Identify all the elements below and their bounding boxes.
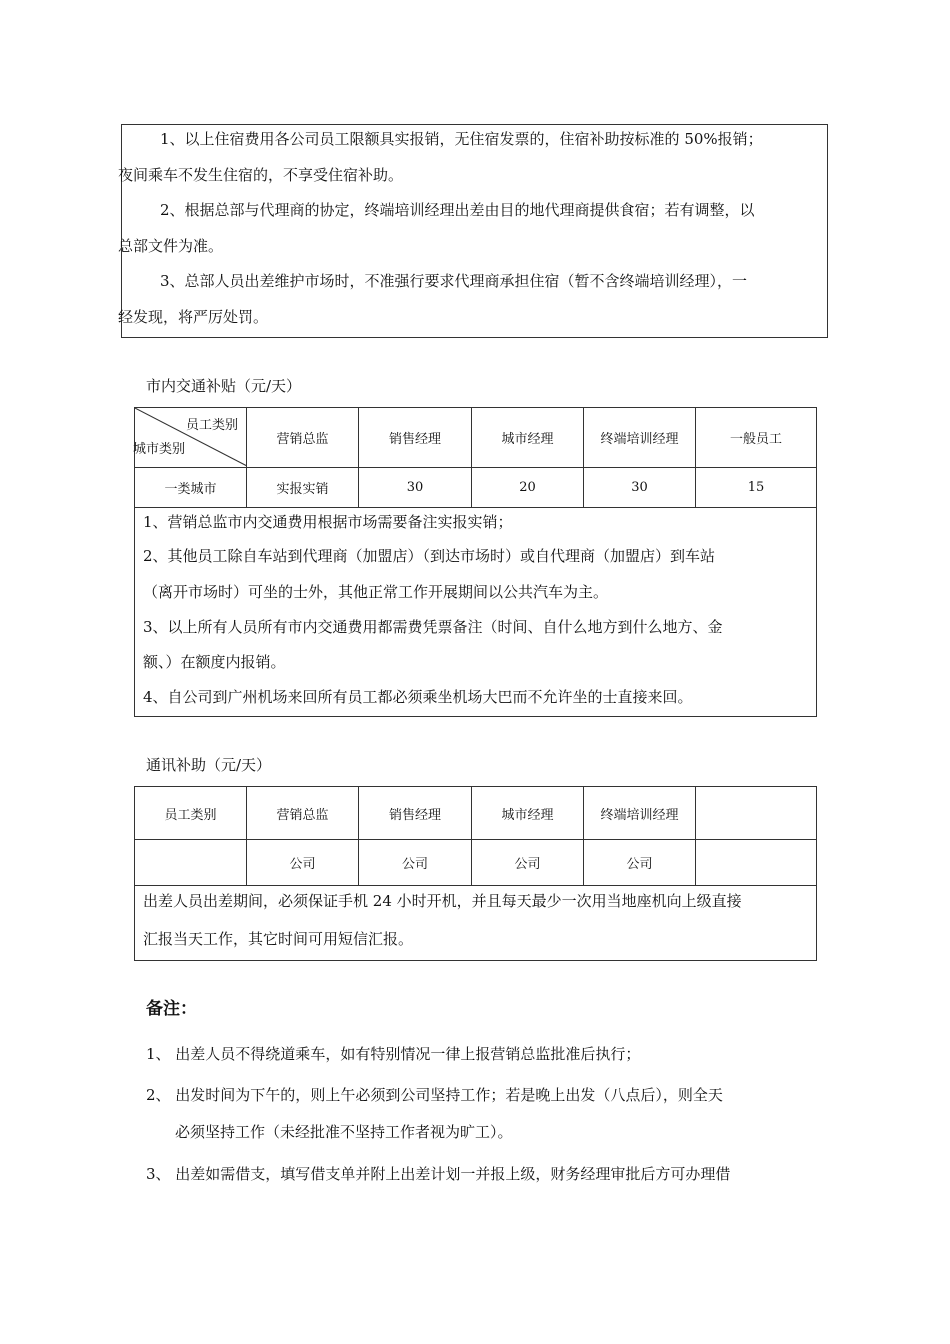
transport-header-cell: 销售经理 (359, 408, 472, 468)
telecom-header-cell: 员工类别 (135, 787, 247, 840)
table-row (135, 840, 817, 886)
transport-note-2-cont: （离开市场时）可坐的士外，其他正常工作开展期间以公共汽车为主。 (143, 583, 609, 601)
telecom-value-cell (135, 840, 247, 886)
transport-header-cell: 终端培训经理 (584, 408, 696, 468)
accommodation-notes-box (121, 124, 828, 338)
telecom-header-cell: 销售经理 (359, 787, 472, 840)
transport-header-cell: 一般员工 (696, 408, 817, 468)
accommodation-note-1: 1、以上住宿费用各公司员工限额具实报销，无住宿发票的，住宿补助按标准的 50%报销； (160, 130, 763, 148)
transport-caption: 市内交通补贴（元/天） (146, 377, 302, 395)
accommodation-note-1-cont: 夜间乘车不发生住宿的，不享受住宿补助。 (118, 166, 404, 184)
telecom-header-cell: 营销总监 (247, 787, 359, 840)
accommodation-note-2-cont: 总部文件为准。 (118, 237, 224, 255)
accommodation-note-2: 2、根据总部与代理商的协定，终端培训经理出差由目的地代理商提供食宿；若有调整，以 (160, 201, 755, 219)
telecom-caption: 通讯补助（元/天） (146, 756, 272, 774)
city-category-label: 城市类别 (133, 442, 186, 457)
transport-header-cell: 营销总监 (247, 408, 359, 468)
transport-header-diagonal (135, 408, 247, 468)
transport-value-cell: 30 (359, 468, 472, 508)
table-row (135, 468, 817, 508)
transport-value-cell: 实报实销 (247, 468, 359, 508)
city-type-cell: 一类城市 (135, 468, 247, 508)
telecom-value-cell: 公司 (247, 840, 359, 886)
remark-item-3: 3、 出差如需借支，填写借支单并附上出差计划一并报上级，财务经理审批后方可办理借 (146, 1165, 731, 1183)
accommodation-note-3: 3、总部人员出差维护市场时，不准强行要求代理商承担住宿（暂不含终端培训经理），一 (160, 272, 748, 290)
telecom-value-cell: 公司 (472, 840, 584, 886)
transport-note-3-cont: 额、）在额度内报销。 (143, 653, 286, 671)
transport-notes-cell (135, 508, 817, 717)
transport-value-cell: 20 (472, 468, 584, 508)
remarks-title: 备注： (146, 999, 197, 1019)
remark-item-1: 1、 出差人员不得绕道乘车，如有特别情况一律上报营销总监批准后执行； (146, 1045, 641, 1063)
transport-note-2: 2、其他员工除自车站到代理商（加盟店）（到达市场时）或自代理商（加盟店）到车站 (143, 547, 716, 565)
transport-value-cell: 30 (584, 468, 696, 508)
employee-category-label: 员工类别 (185, 418, 238, 433)
remark-item-2-cont: 必须坚持工作（未经批准不坚持工作者视为旷工）。 (175, 1123, 513, 1141)
remark-item-2: 2、 出发时间为下午的，则上午必须到公司坚持工作；若是晚上出发（八点后），则全天 (146, 1086, 723, 1104)
transport-header-cell: 城市经理 (472, 408, 584, 468)
telecom-value-cell (696, 840, 817, 886)
telecom-header-cell: 终端培训经理 (584, 787, 696, 840)
transport-note-4: 4、自公司到广州机场来回所有员工都必须乘坐机场大巴而不允许坐的士直接来回。 (143, 688, 693, 706)
telecom-value-cell: 公司 (359, 840, 472, 886)
telecom-header-cell: 城市经理 (472, 787, 584, 840)
telecom-note-1-cont: 汇报当天工作，其它时间可用短信汇报。 (143, 930, 414, 948)
transport-note-3: 3、以上所有人员所有市内交通费用都需费凭票备注（时间、自什么地方到什么地方、金 (143, 618, 723, 636)
accommodation-note-3-cont: 经发现，将严厉处罚。 (118, 308, 269, 326)
telecom-note-1: 出差人员出差期间，必须保证手机 24 小时开机，并且每天最少一次用当地座机向上级直接 (143, 892, 742, 910)
transport-note-1: 1、营销总监市内交通费用根据市场需要备注实报实销； (143, 513, 513, 531)
telecom-value-cell: 公司 (584, 840, 696, 886)
transport-value-cell: 15 (696, 468, 817, 508)
telecom-header-cell (696, 787, 817, 840)
